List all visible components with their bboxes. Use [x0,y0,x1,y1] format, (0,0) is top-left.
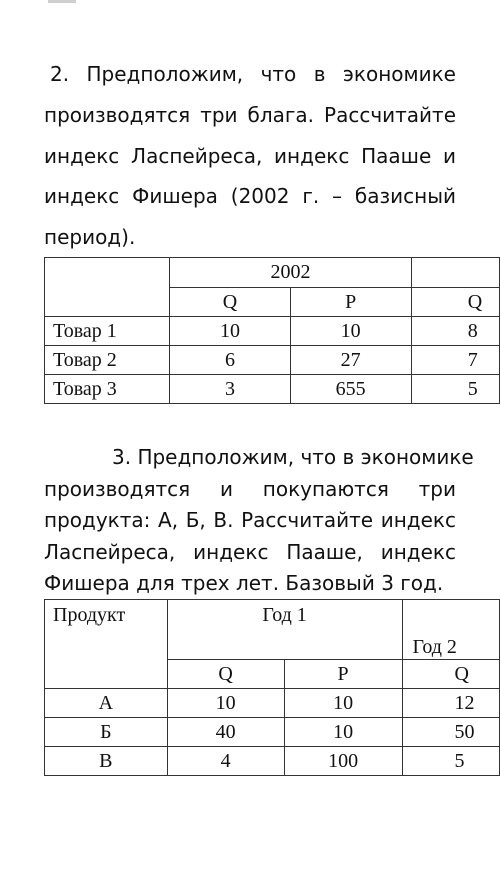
next-column-q-header: Q [411,288,499,317]
product-name-cell: Товар 2 [45,346,170,375]
next-quantity-cell: 50 [402,718,499,747]
table-row [45,747,500,776]
price-cell: 10 [284,689,402,718]
quantity-cell: 4 [167,747,284,776]
problem-3-line: 3. Предположим, что в экономике [112,445,474,469]
year-1-header: Год 1 [167,600,402,660]
problem-2-line: 2. Предположим, что в экономике [50,62,456,86]
column-p-header: P [284,660,402,689]
empty-header-cell [45,258,170,317]
product-name-cell: А [45,689,168,718]
problem-2-text [44,54,456,258]
product-name-cell: Товар 3 [45,375,170,404]
column-q-header: Q [167,660,284,689]
problem-3-line: Ласпейреса, индекс Пааше, индекс [44,539,456,564]
price-cell: 10 [284,718,402,747]
next-quantity-cell: 8 [411,317,499,346]
price-cell: 10 [290,317,411,346]
price-cell: 27 [290,346,411,375]
problem-2-line: период). [44,225,136,250]
table-row [45,689,500,718]
table-row [45,346,500,375]
next-quantity-cell: 7 [411,346,499,375]
product-header: Продукт [45,600,168,689]
problem-2-table [44,257,500,404]
table-row [45,375,500,404]
year-2002-header: 2002 [170,258,411,288]
quantity-cell: 6 [170,346,290,375]
cropped-header-mark [48,0,76,3]
table-row [45,718,500,747]
problem-2-line: индекс Ласпейреса, индекс Пааше и [44,143,456,168]
price-cell: 655 [290,375,411,404]
next-column-q-header: Q [402,660,499,689]
column-p-header: P [290,288,411,317]
next-year-header-cell [411,258,499,288]
quantity-cell: 10 [167,689,284,718]
problem-3-table [44,599,500,776]
problem-3-text [44,442,474,600]
product-name-cell: В [45,747,168,776]
problem-2-line: индекс Фишера (2002 г. – базисный [44,184,456,209]
column-q-header: Q [170,288,290,317]
year-2-header: Год 2 [402,600,499,660]
problem-3-line: продукта: А, Б, В. Рассчитайте индекс [44,508,456,532]
problem-3-line: Фишера для трех лет. Базовый 3 год. [44,571,444,595]
next-quantity-cell: 5 [402,747,499,776]
problem-3-line: производятся и покупаются три [44,476,456,501]
price-cell: 100 [284,747,402,776]
product-name-cell: Б [45,718,168,747]
next-quantity-cell: 12 [402,689,499,718]
table-row [45,317,500,346]
problem-2-line: производятся три блага. Рассчитайте [44,102,456,127]
quantity-cell: 40 [167,718,284,747]
next-quantity-cell: 5 [411,375,499,404]
quantity-cell: 3 [170,375,290,404]
product-name-cell: Товар 1 [45,317,170,346]
quantity-cell: 10 [170,317,290,346]
